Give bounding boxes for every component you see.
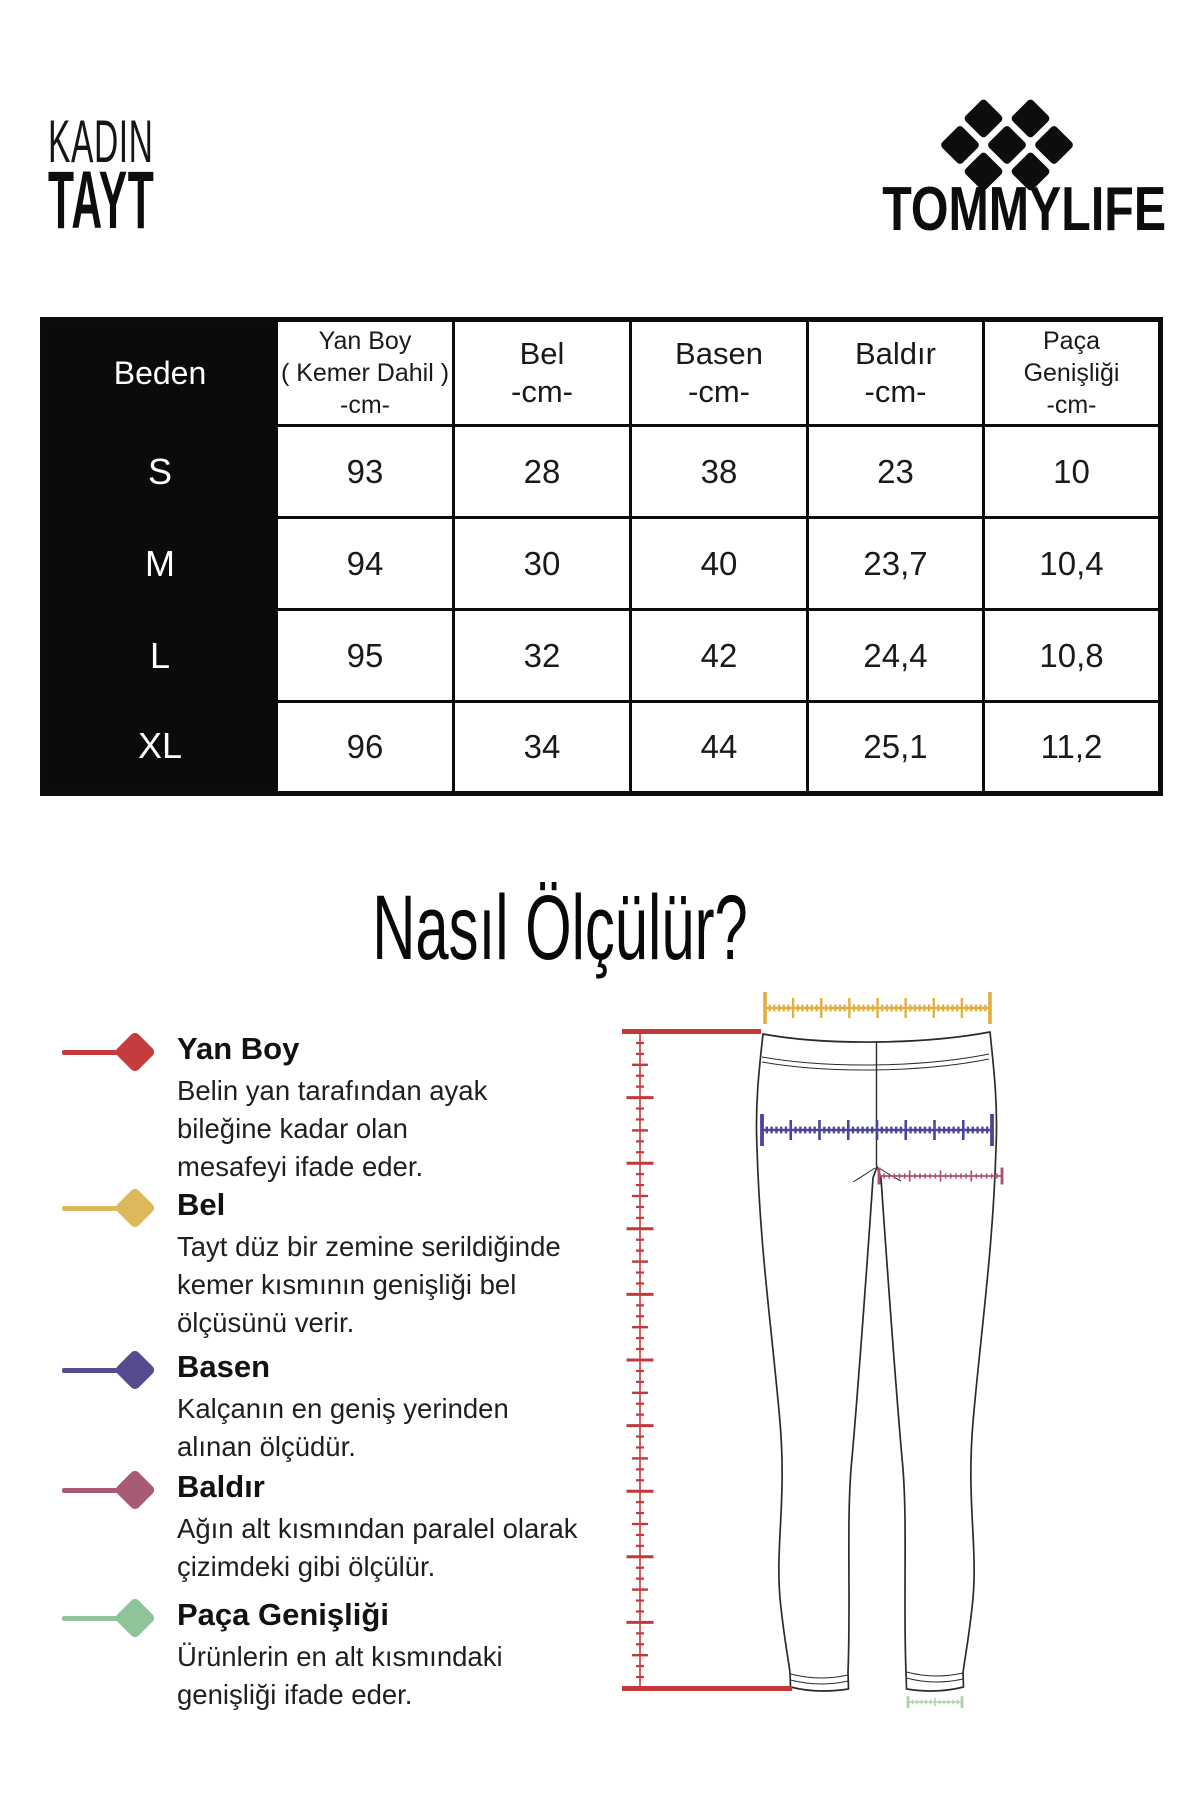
value-cell-r3-c2: 44: [631, 702, 808, 794]
legend-description: Ürünlerin en alt kısmındaki genişliği ifade eder.: [177, 1641, 503, 1710]
column-header-line: -cm-: [1046, 391, 1097, 419]
column-header-4: [984, 320, 1161, 426]
corner-beden-cell: Beden: [43, 320, 277, 426]
value-cell-r0-c2: 38: [631, 426, 808, 518]
size-table: [40, 317, 1163, 796]
column-header-3: [808, 320, 984, 426]
column-header-line: Baldır: [855, 336, 936, 371]
column-header-2: [631, 320, 808, 426]
legend-description: Kalçanın en geniş yerinden alınan ölçüdür.: [177, 1393, 509, 1462]
value-cell-r0-c4: 10: [984, 426, 1161, 518]
legend-title: Basen: [177, 1349, 271, 1384]
table-row-M: [43, 518, 1161, 610]
table-row-XL: [43, 702, 1161, 794]
category-label: KADIN: [48, 108, 154, 175]
value-cell-r3-c3: 25,1: [808, 702, 984, 794]
column-header-line: Basen: [675, 336, 763, 371]
size-label-L: L: [43, 610, 277, 702]
column-header-0: [277, 320, 454, 426]
leggings-measurement-diagram: [540, 985, 1020, 1715]
value-cell-r3-c4: 11,2: [984, 702, 1161, 794]
legend-title: Paça Genişliği: [177, 1597, 389, 1632]
column-header-line: Paça: [1043, 327, 1100, 355]
value-cell-r1-c2: 40: [631, 518, 808, 610]
marker-diamond: [114, 1031, 156, 1073]
column-header-line: Genişliği: [1023, 359, 1120, 387]
legend-item-4: [62, 1598, 552, 1714]
size-label-S: S: [43, 426, 277, 518]
legend-item-0: [62, 1032, 522, 1186]
size-label-M: M: [43, 518, 277, 610]
marker-diamond: [114, 1597, 156, 1639]
value-cell-r2-c1: 32: [454, 610, 631, 702]
value-cell-r2-c4: 10,8: [984, 610, 1161, 702]
value-cell-r3-c0: 96: [277, 702, 454, 794]
legend-description: Belin yan tarafından ayak bileğine kadar olan mesafeyi ifade eder.: [177, 1075, 488, 1182]
value-cell-r2-c2: 42: [631, 610, 808, 702]
how-to-measure-title: Nasıl Ölçülür?: [372, 877, 748, 979]
legend-diamond-marker-icon: [62, 1470, 177, 1522]
size-table-header-row: [43, 320, 1161, 426]
legend-title: Yan Boy: [177, 1031, 300, 1066]
column-header-line: -cm-: [688, 374, 750, 409]
marker-diamond: [114, 1187, 156, 1229]
column-header-line: Yan Boy: [318, 327, 412, 355]
value-cell-r2-c0: 95: [277, 610, 454, 702]
legend-diamond-marker-icon: [62, 1032, 177, 1084]
value-cell-r1-c1: 30: [454, 518, 631, 610]
legend-description: Tayt düz bir zemine serildiğinde kemer kısmının genişliği bel ölçüsünü verir.: [177, 1231, 561, 1338]
product-label: TAYT: [48, 155, 155, 246]
column-header-line: -cm-: [511, 374, 573, 409]
value-cell-r1-c3: 23,7: [808, 518, 984, 610]
value-cell-r0-c1: 28: [454, 426, 631, 518]
table-row-S: [43, 426, 1161, 518]
value-cell-r0-c0: 93: [277, 426, 454, 518]
marker-diamond: [114, 1349, 156, 1391]
value-cell-r2-c3: 24,4: [808, 610, 984, 702]
value-cell-r3-c1: 34: [454, 702, 631, 794]
size-label-XL: XL: [43, 702, 277, 794]
value-cell-r1-c4: 10,4: [984, 518, 1161, 610]
legend-diamond-marker-icon: [62, 1350, 177, 1402]
value-cell-r1-c0: 94: [277, 518, 454, 610]
column-header-line: ( Kemer Dahil ): [280, 359, 450, 387]
column-header-1: [454, 320, 631, 426]
legend-title: Baldır: [177, 1469, 265, 1504]
table-row-L: [43, 610, 1161, 702]
legend-description: Ağın alt kısmından paralel olarak çizimdeki gibi ölçülür.: [177, 1513, 578, 1582]
legend-diamond-marker-icon: [62, 1188, 177, 1240]
legend-diamond-marker-icon: [62, 1598, 177, 1650]
value-cell-r0-c3: 23: [808, 426, 984, 518]
legend-item-1: [62, 1188, 567, 1342]
column-header-line: -cm-: [340, 391, 390, 419]
brand-wordmark: TOMMYLIFE: [882, 175, 1167, 244]
size-table-body: [43, 426, 1161, 794]
column-header-line: -cm-: [864, 374, 927, 409]
legend-title: Bel: [177, 1187, 226, 1222]
column-header-line: Bel: [519, 336, 565, 371]
marker-diamond: [114, 1469, 156, 1511]
legend-item-2: [62, 1350, 537, 1466]
